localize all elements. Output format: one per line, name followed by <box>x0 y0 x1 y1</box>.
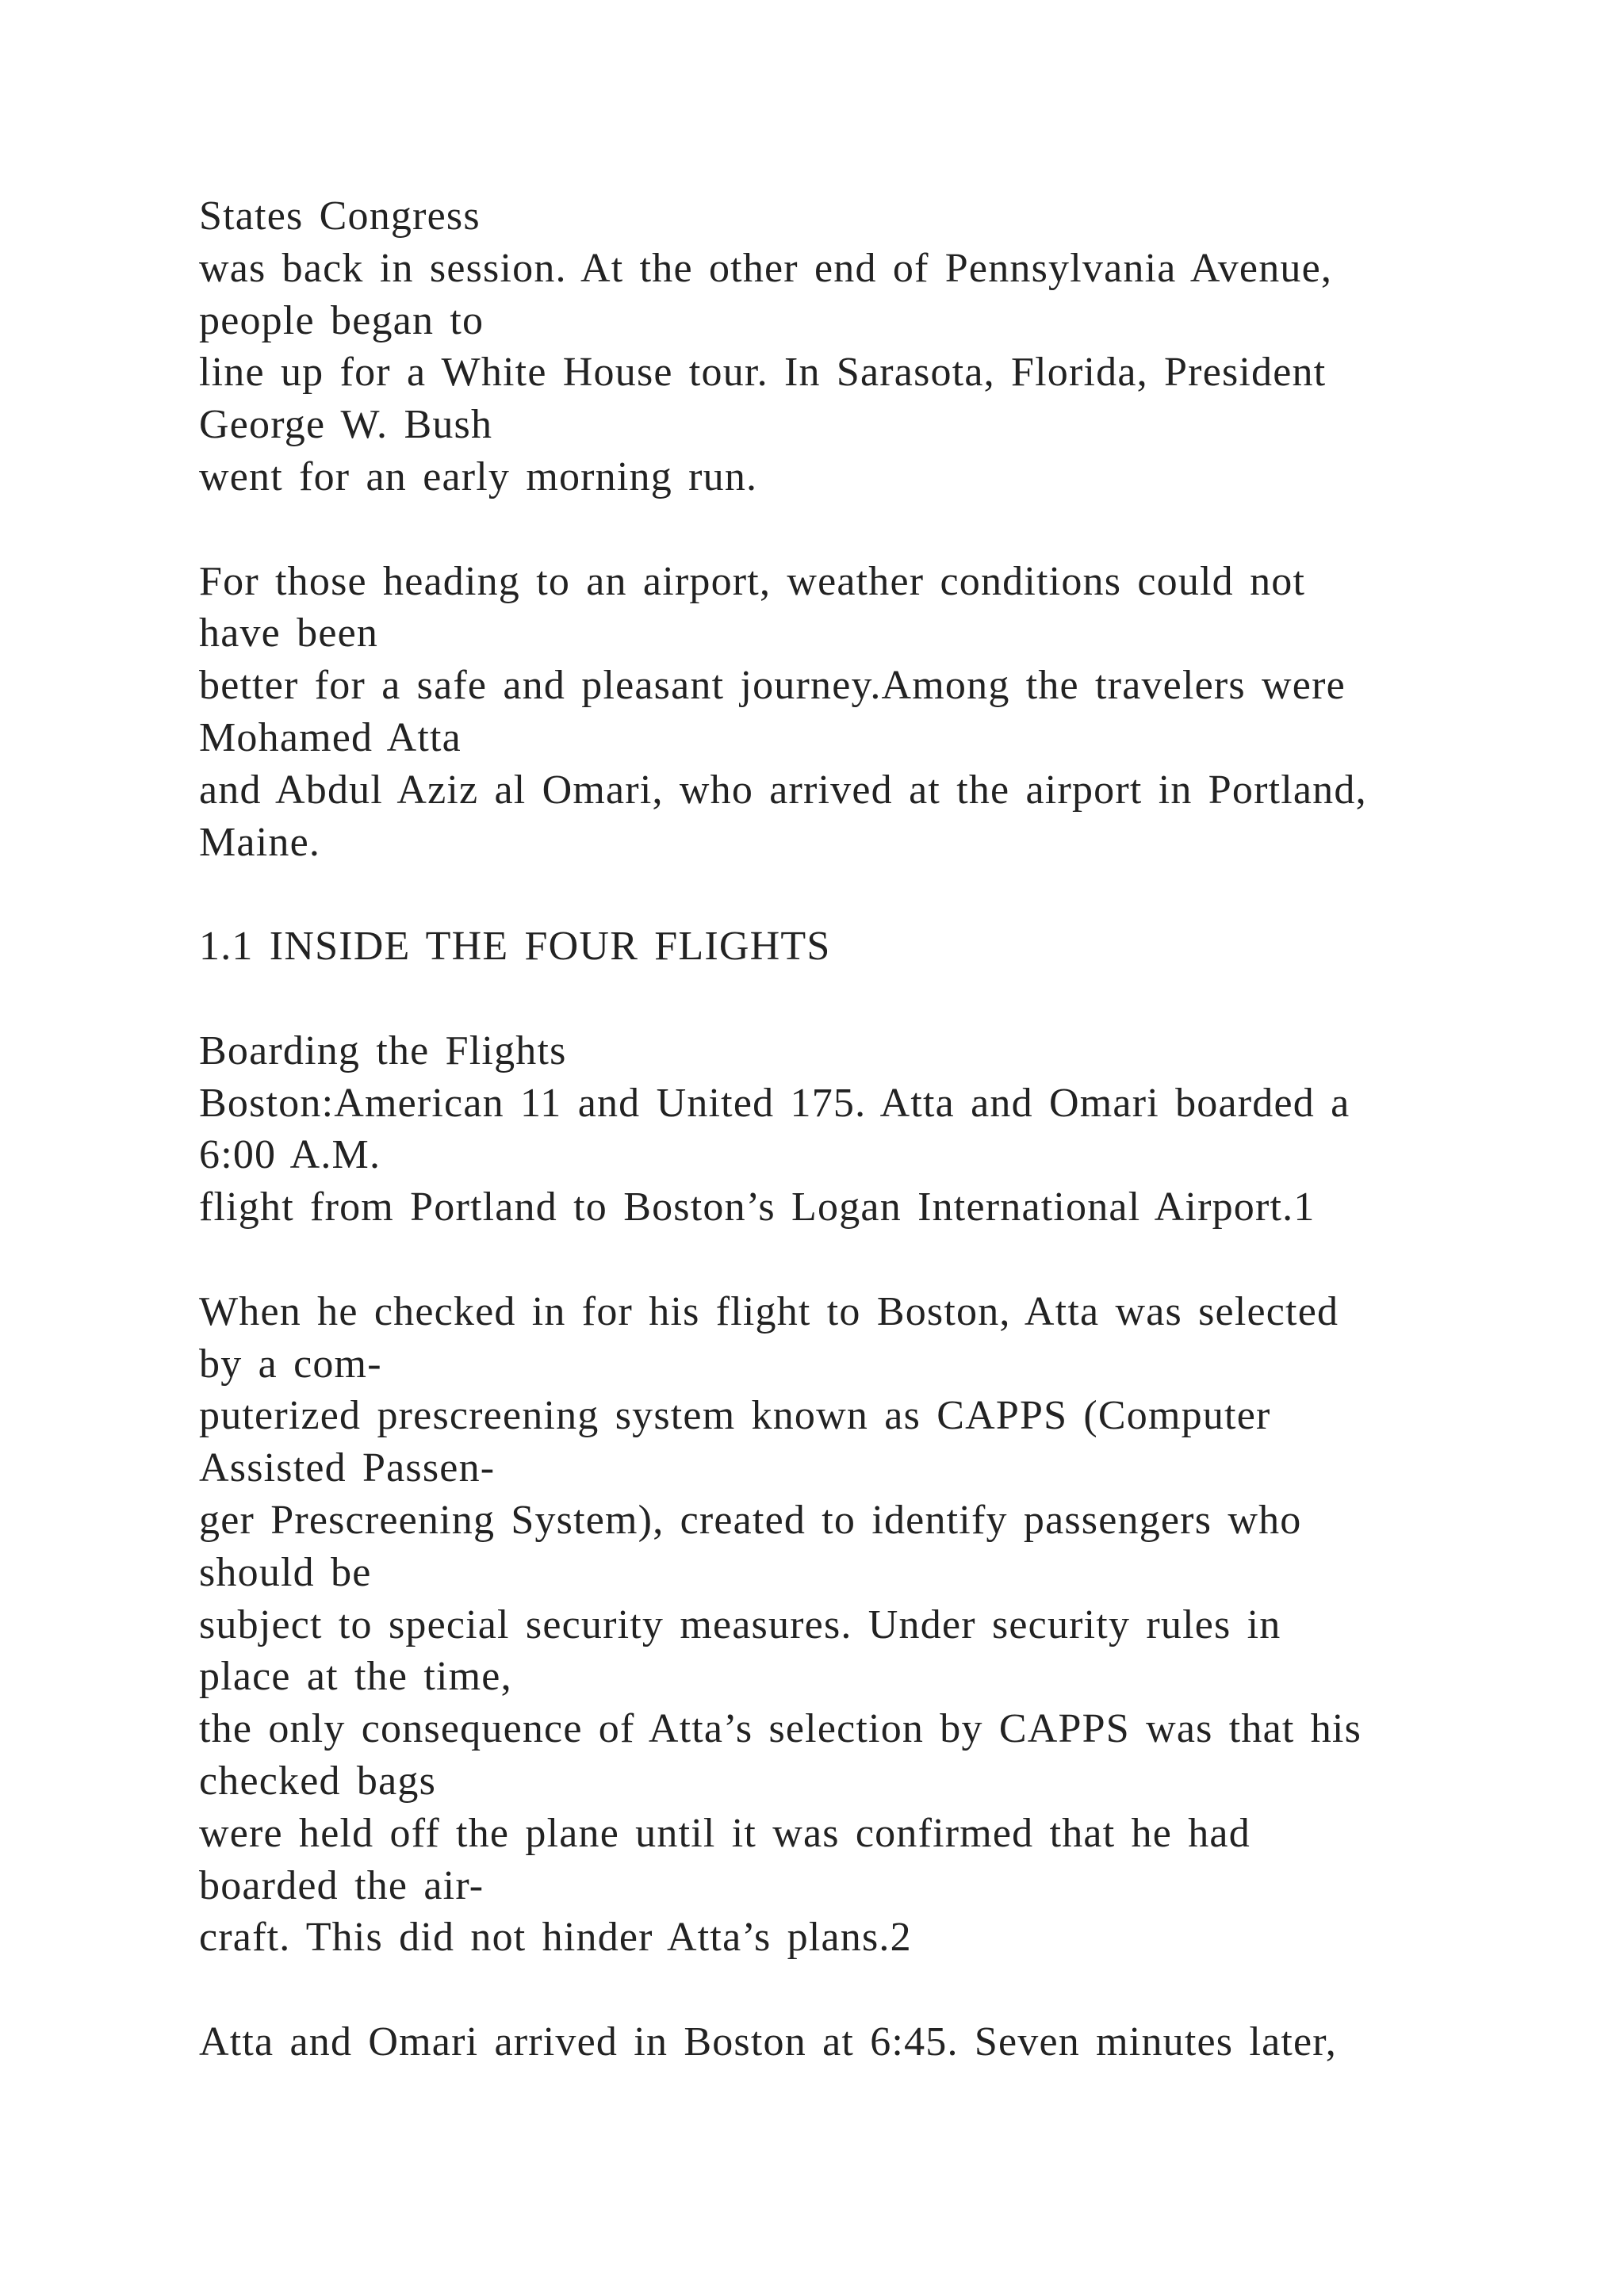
text-line: line up for a White House tour. In Sarasota, Florida, President <box>199 350 1327 396</box>
text-line: should be <box>199 1549 372 1595</box>
text-line: puterized prescreening system known as CAPPS (Computer <box>199 1393 1271 1439</box>
blank-line <box>199 868 1547 920</box>
text-line: boarded the air- <box>199 1862 485 1908</box>
text-line: was back in session. At the other end of Pennsylvania Avenue, <box>199 245 1333 291</box>
text-line: Mohamed Atta <box>199 714 462 760</box>
text-line: For those heading to an airport, weather conditions could not <box>199 558 1306 604</box>
subsection-heading: Boarding the Flights <box>199 1027 567 1073</box>
text-line: checked bags <box>199 1758 437 1804</box>
text-line: flight from Portland to Boston’s Logan International Airport.1 <box>199 1184 1316 1230</box>
text-line: people began to <box>199 297 485 343</box>
blank-line <box>199 1234 1547 1286</box>
text-line: place at the time, <box>199 1654 512 1700</box>
text-line: When he checked in for his flight to Boston, Atta was selected <box>199 1288 1339 1334</box>
text-line: craft. This did not hinder Atta’s plans.2 <box>199 1915 912 1961</box>
text-line: went for an early morning run. <box>199 453 758 499</box>
section-heading: 1.1 INSIDE THE FOUR FLIGHTS <box>199 924 831 970</box>
text-line: Assisted Passen- <box>199 1445 496 1491</box>
text-line: and Abdul Aziz al Omari, who arrived at the airport in Portland, <box>199 767 1367 813</box>
text-line: Boston:American 11 and United 175. Atta and Omari boarded a <box>199 1080 1350 1126</box>
text-line: were held off the plane until it was confirmed that he had <box>199 1810 1251 1856</box>
text-line: subject to special security measures. Under security rules in <box>199 1601 1281 1647</box>
blank-line <box>199 973 1547 1025</box>
text-line: George W. Bush <box>199 402 493 448</box>
text-line: Atta and Omari arrived in Boston at 6:45. Seven minutes later, <box>199 2019 1337 2064</box>
text-line: have been <box>199 610 379 656</box>
blank-line <box>199 1964 1547 2016</box>
text-line: better for a safe and pleasant journey.Among the travelers were <box>199 663 1346 709</box>
text-line: Maine. <box>199 819 321 865</box>
text-line: States Congress <box>199 193 481 239</box>
blank-line <box>199 503 1547 556</box>
text-line: 6:00 A.M. <box>199 1132 381 1178</box>
text-line: ger Prescreening System), created to identify passengers who <box>199 1497 1302 1543</box>
text-line: the only consequence of Atta’s selection by CAPPS was that his <box>199 1706 1362 1752</box>
document-text <box>199 190 1547 2068</box>
text-line: by a com- <box>199 1341 382 1387</box>
